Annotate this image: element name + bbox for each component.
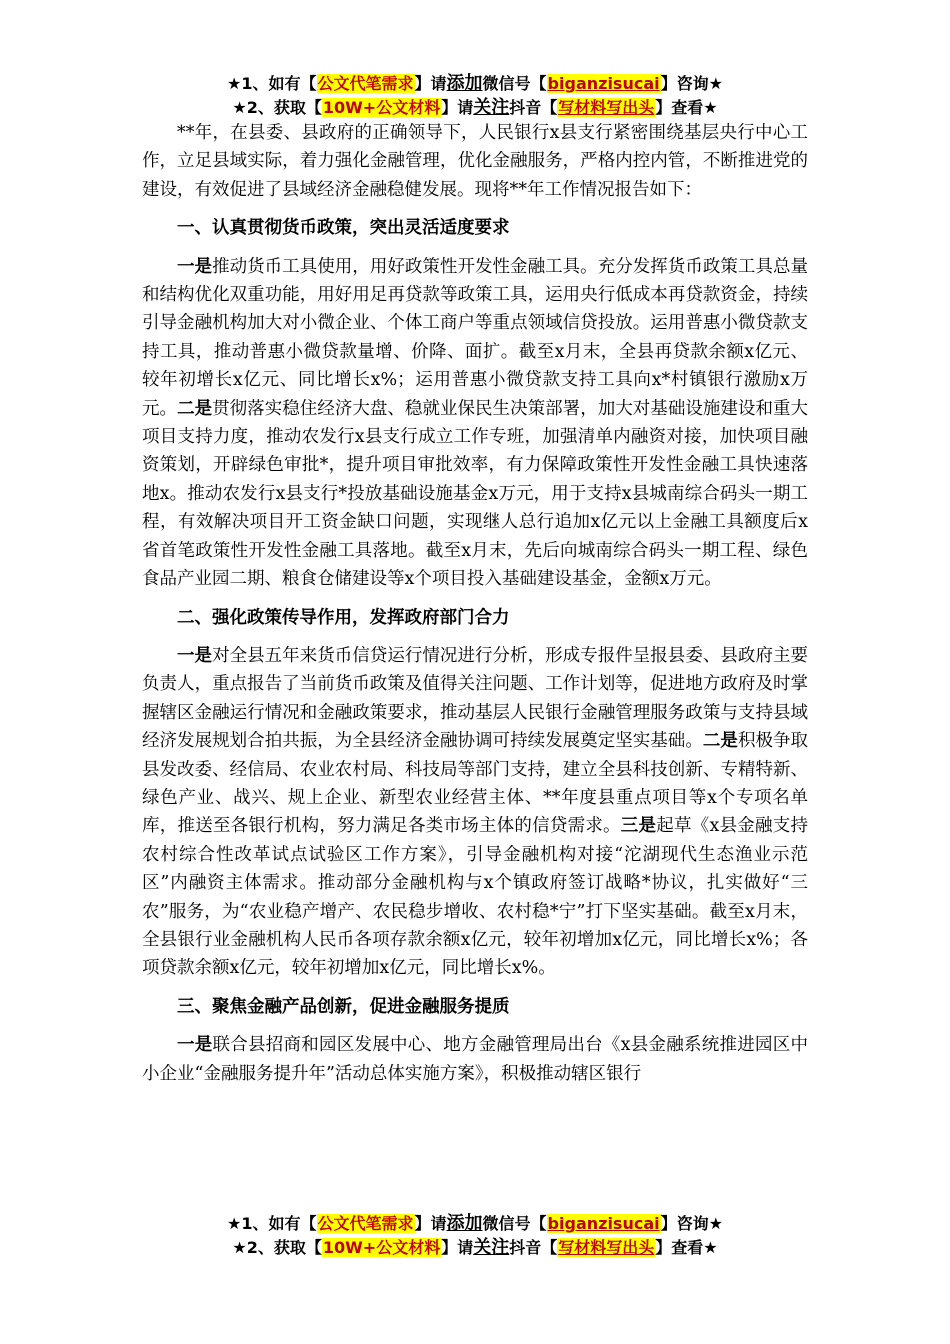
banner-text: ★1、如有【: [227, 74, 317, 93]
item-text: 推动货币工具使用，用好政策性开发性金融工具。充分发挥货币政策工具总量和结构优化双重功能，用好用足再贷款等政策工具，运用央行低成本再贷款资金，持续引导金融机构加大对小微企业、个体工商户等重点领域信贷投放。运用普惠小微贷款支持工具，推动普惠小微贷款量增、价降、面扩。截至x月末，全县再贷款余额x亿元、较年初增长x亿元、同比增长x%；运用普惠小微贷款支持工具向x*村镇银行激励x万元。: [142, 256, 808, 419]
promo-banner-footer-line-2: [0, 1236, 950, 1260]
item-text: 对全县五年来货币信贷运行情况进行分析，形成专报件呈报县委、县政府主要负责人，重点报告了当前货币政策及值得关注问题、工作计划等，促进地方政府及时掌握辖区金融运行情况和金融政策要求，推动基层人民银行金融管理服务政策与支持县域经济发展规划合拍共振，为全县经济金融协调可持续发展奠定坚实基础。: [142, 645, 808, 752]
banner-text: 】请: [414, 1214, 447, 1233]
item-lead: 二是: [177, 398, 213, 419]
underlined-text: 添加: [446, 1213, 483, 1234]
banner-text: 】查看★: [655, 1238, 718, 1257]
banner-text: 微信号【: [482, 1214, 547, 1233]
item-text: 贯彻落实稳住经济大盘、稳就业保民生决策部署，加大对基础设施建设和重大项目支持力度，推动农发行x县支行成立工作专班，加强清单内融资对接，加快项目融资策划，开辟绿色审批*，提升项目审批效率，有力保障政策性开发性金融工具快速落地x。推动农发行x县支行*投放基础设施基金x万元，用于支持x县城南综合码头一期工程，有效解决项目开工资金缺口问题，实现继人总行追加x亿元以上金融工具额度后x省首笔政策性开发性金融工具落地。截至x月末，先后向城南综合码头一期工程、绿色食品产业园二期、粮食仓储建设等x个项目投入基础建设基金，金额x万元。: [142, 398, 808, 590]
section-heading-1: 一、认真贯彻货币政策，突出灵活适度要求: [177, 218, 510, 239]
banner-text: 微信号【: [482, 74, 547, 93]
report-body: [142, 119, 808, 1210]
promo-banner-footer-line-1: [0, 1212, 950, 1236]
item-text: 联合县招商和园区发展中心、地方金融管理局出台《x县金融系统推进园区中小企业“金融服务提升年”活动总体实施方案》，积极推动辖区银行: [142, 1035, 808, 1084]
banner-text: 】请: [441, 98, 474, 117]
item-text: 积极争取县发改委、经信局、农业农村局、科技局等部门支持，建立全县科技创新、专精特新、绿色产业、战兴、规上企业、新型农业经营主体、**年度县重点项目等x个专项名单库，推送至各银行机构，努力满足各类市场主体的信贷需求。: [142, 731, 808, 837]
banner-text: 】咨询★: [660, 74, 723, 93]
banner-text: 】咨询★: [660, 1214, 723, 1233]
item-lead: 一是: [177, 645, 213, 666]
item-lead: 二是: [702, 731, 738, 752]
banner-text: 】查看★: [655, 98, 718, 117]
highlight-label: 公文代笔需求: [317, 1214, 414, 1233]
douyin-id-highlight: 写材料写出头: [558, 1238, 655, 1257]
banner-text: 】请: [414, 74, 447, 93]
section-3-paragraph: [142, 1031, 808, 1088]
promo-banner-line-1: [0, 72, 950, 96]
item-text: 起草《x县金融支持农村综合性改革试点试验区工作方案》，引导金融机构对接“沱湖现代生态渔业示范区”内融资主体需求。推动部分金融机构与x个镇政府签订战略*协议，扎实做好“三农”服务，为“农业稳产增产、农民稳步增收、农村稳*宁”打下坚实基础。截至x月末，全县银行业金融机构人民币各项存款余额x亿元，较年初增加x亿元，同比增长x%；各项贷款余额x亿元，较年初增加x亿元，同比增长x%。: [142, 816, 808, 979]
highlight-label: 10W+公文材料: [322, 1238, 441, 1257]
banner-text: 】请: [441, 1238, 474, 1257]
douyin-id-highlight: 写材料写出头: [558, 98, 655, 117]
section-2-paragraph: [142, 642, 808, 983]
wechat-id-highlight: biganzisucai: [547, 74, 660, 93]
wechat-id-highlight: biganzisucai: [547, 1214, 660, 1233]
underlined-text: 关注: [473, 1237, 510, 1258]
section-heading-2: 二、强化政策传导作用，发挥政府部门合力: [177, 607, 510, 628]
section-1-paragraph: [142, 253, 808, 594]
item-lead: 一是: [177, 256, 213, 277]
banner-text: 抖音【: [509, 1238, 558, 1257]
promo-banner-line-2: [0, 96, 950, 120]
banner-text: ★2、获取【: [232, 98, 322, 117]
section-heading-3: 三、聚焦金融产品创新，促进金融服务提质: [177, 996, 510, 1017]
intro-paragraph: **年，在县委、县政府的正确领导下，人民银行x县支行紧密围绕基层央行中心工作，立足县域实际，着力强化金融管理，优化金融服务，严格内控内管，不断推进党的建设，有效促进了县域经济金融稳健发展。现将**年工作情况报告如下：: [142, 123, 808, 200]
underlined-text: 关注: [473, 97, 510, 118]
banner-text: 抖音【: [509, 98, 558, 117]
banner-text: ★1、如有【: [227, 1214, 317, 1233]
item-lead: 三是: [620, 816, 657, 837]
item-lead: 一是: [177, 1035, 213, 1056]
highlight-label: 公文代笔需求: [317, 74, 414, 93]
underlined-text: 添加: [446, 73, 483, 94]
highlight-label: 10W+公文材料: [322, 98, 441, 117]
banner-text: ★2、获取【: [232, 1238, 322, 1257]
